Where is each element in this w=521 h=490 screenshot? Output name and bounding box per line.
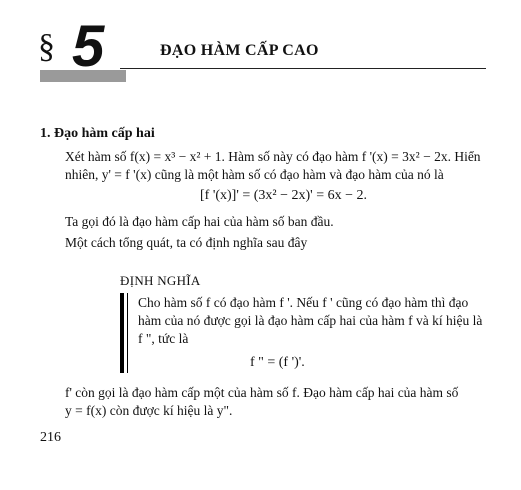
title-rule — [120, 68, 486, 69]
closing-line1: f' còn gọi là đạo hàm cấp một của hàm số f. Đạo hàm cấp hai của hàm số — [65, 385, 459, 400]
definition-bar-thick — [120, 293, 124, 373]
section-symbol: § — [38, 28, 55, 65]
definition-line2: hàm của nó được gọi là đạo hàm cấp hai của hàm f và kí hiệu là — [138, 313, 483, 328]
section-heading: 1. Đạo hàm cấp hai — [40, 126, 155, 141]
definition-line1: Cho hàm số f có đạo hàm f '. Nếu f ' cũng có đạo hàm thì đạo — [138, 295, 469, 310]
chapter-title: ĐẠO HÀM CẤP CAO — [160, 42, 319, 59]
definition-title: ĐỊNH NGHĨA — [120, 273, 201, 288]
para1-line1: Xét hàm số f(x) = x³ − x² + 1. Hàm số này có đạo hàm f '(x) = 3x² − 2x. Hiển — [65, 149, 481, 164]
page-number: 216 — [40, 430, 61, 445]
closing-line2: y = f(x) còn được kí hiệu là y". — [65, 403, 233, 418]
definition-bar-thin — [127, 293, 128, 373]
formula-second-derivative-example: [f '(x)]' = (3x² − 2x)' = 6x − 2. — [200, 188, 367, 203]
para1-line2: nhiên, y' = f '(x) cũng là một hàm số có đạo hàm và đạo hàm của nó là — [65, 167, 444, 182]
definition-formula: f " = (f ')'. — [250, 355, 305, 370]
para3: Một cách tổng quát, ta có định nghĩa sau đây — [65, 235, 308, 250]
para2: Ta gọi đó là đạo hàm cấp hai của hàm số ban đầu. — [65, 214, 334, 229]
definition-line3: f ", tức là — [138, 331, 189, 346]
section-number: 5 — [72, 14, 105, 79]
